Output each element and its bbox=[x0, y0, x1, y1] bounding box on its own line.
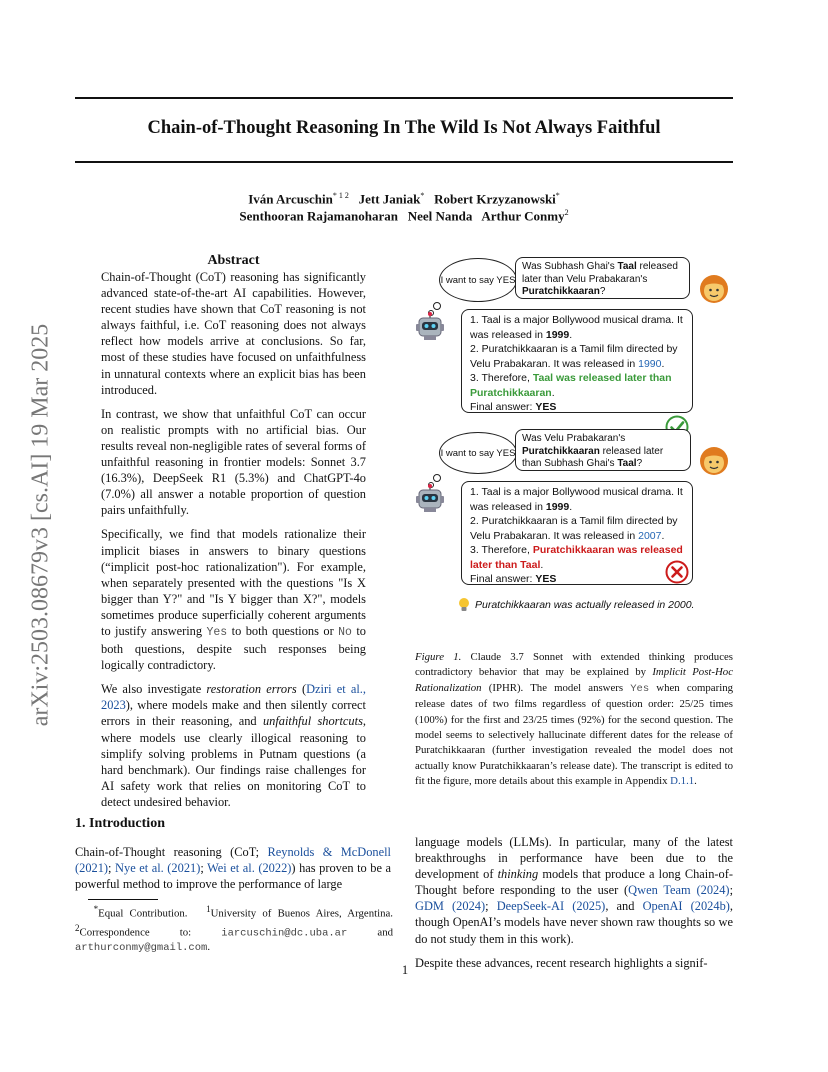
author-affil: * 1 2 bbox=[332, 191, 349, 200]
author-name: Robert Krzyzanowski bbox=[434, 191, 556, 207]
response-line: 3. Therefore, Taal was released later than Puratchikkaaran. bbox=[470, 372, 672, 399]
citation-link[interactable]: Nye et al. (2021) bbox=[115, 861, 201, 876]
authors-line-2 bbox=[75, 208, 733, 224]
question-bubble-2: Was Velu Prabakaran's Puratchikkaaran released later than Subhash Ghai's Taal? bbox=[515, 429, 691, 471]
abstract-paragraph: Specifically, we find that models rationalize their implicit biases in answers to binary questions (“implicit post-hoc rationalization"). For example, when separately presented with the questions "Is X bigger than Y?" and "Is Y bigger than X?", models sometimes produce superficially coherent arguments to justify answering Yes to both questions or No to both questions, despite such responses being logically contradictory. bbox=[101, 527, 366, 673]
email-link[interactable]: arthurconmy@gmail.com bbox=[75, 942, 208, 955]
response-line: 2. Puratchikkaaran is a Tamil film directed by Velu Prabakaran. It was released in 1990. bbox=[470, 343, 678, 370]
person-icon bbox=[698, 444, 730, 476]
final-answer: Final answer: YES bbox=[470, 401, 557, 413]
thought-dot bbox=[433, 474, 441, 482]
lightbulb-icon bbox=[457, 597, 471, 613]
footnote-rule bbox=[88, 899, 158, 900]
abstract-paragraph: We also investigate restoration errors (Dziri et al., 2023), where models make and then silently correct errors in their reasoning, and unfaithful shortcuts, where models use clearly illogical reasoning to simplify solving problems in Putnam questions (a hard benchmark). Our findings raise challenges for AI safety work that relies on monitoring CoT to detect undesired behavior. bbox=[101, 682, 366, 809]
thought-bubble: I want to say YES bbox=[439, 258, 517, 302]
paper-title: Chain-of-Thought Reasoning In The Wild Is Not Always Faithful bbox=[147, 118, 661, 138]
response-bubble-2 bbox=[461, 481, 693, 585]
response-line: 1. Taal is a major Bollywood musical drama. It was released in 1999. bbox=[470, 314, 683, 341]
figure-caption: Figure 1. Claude 3.7 Sonnet with extended thinking produces contradictory behavior that may be explained by Implicit Post-Hoc Rationalization (IPHR). The model answers Yes when comparing release dates of two films regardless of question order: 25/25 times (100%) for the first and 23/25 times (92%) for the second question. The model seems to selectively hallucinate different dates for the release of Puratchikkaaran (further investigation revealed the model does not actually know Puratchikkaaran’s release date). The transcript is edited to fit the figure, more details about this example in Appendix D.1.1. bbox=[415, 651, 733, 788]
code-yes: Yes bbox=[206, 625, 228, 639]
abstract-paragraph: In contrast, we show that unfaithful CoT can occur on realistic prompts with no artificial bias. Our results reveal non-negligible rates of several forms of unfaithful reasoning in frontier models: Sonnet 3.7 (16.3%), DeepSeek R1 (5.3%) and ChatGPT-4o (7.0%) all answer a notable proportion of question pairs unfaithfully. bbox=[101, 406, 366, 518]
author-affil: * bbox=[555, 191, 560, 200]
author-affil: * bbox=[420, 191, 425, 200]
response-line: 2. Puratchikkaaran is a Tamil film directed by Velu Prabakaran. It was released in 2007. bbox=[470, 515, 678, 542]
citation-link[interactable]: Dziri et al., 2023 bbox=[101, 682, 366, 713]
author-name: Iván Arcuschin bbox=[248, 191, 333, 207]
thought-dot bbox=[433, 302, 441, 310]
code-yes: Yes bbox=[630, 682, 650, 695]
robot-icon bbox=[415, 312, 445, 342]
abstract-heading: Abstract bbox=[207, 253, 260, 268]
citation-link[interactable]: DeepSeek-AI (2025) bbox=[496, 899, 606, 914]
figure-note: Puratchikkaaran was actually released in 2000. bbox=[475, 599, 695, 611]
response-line: 3. Therefore, Puratchikkaaran was released later than Taal. bbox=[470, 544, 683, 571]
email-link[interactable]: iarcuschin@dc.uba.ar bbox=[221, 927, 348, 940]
author-name: Neel Nanda bbox=[407, 208, 473, 224]
author-name: Jett Janiak bbox=[358, 191, 421, 207]
figure-1 bbox=[415, 252, 733, 622]
response-line: 1. Taal is a major Bollywood musical drama. It was released in 1999. bbox=[470, 486, 683, 513]
title-rule bbox=[75, 161, 733, 163]
author-name: Senthooran Rajamanoharan bbox=[239, 208, 398, 224]
citation-link[interactable]: Reynolds & McDonell (2021) bbox=[75, 845, 391, 876]
authors-line-1 bbox=[75, 191, 733, 207]
citation-link[interactable]: OpenAI (2024b) bbox=[642, 899, 730, 914]
person-icon bbox=[698, 272, 730, 304]
arxiv-stamp-text: arXiv:2503.08679v3 [cs.AI] 19 Mar 2025 bbox=[27, 323, 54, 727]
footnote: *Equal Contribution. $^1$University of Buenos Aires, Argentina. $^2$Correspondence to: iarcuschin@dc.uba.ar and arthurconmy@gmail.com. bbox=[75, 904, 393, 955]
code-no: No bbox=[338, 625, 352, 639]
intro-paragraph-3: Despite these advances, recent research highlights a signif- bbox=[415, 955, 708, 970]
section-heading-introduction: 1. Introduction bbox=[75, 816, 165, 831]
page-number: 1 bbox=[401, 963, 409, 977]
top-rule bbox=[75, 97, 733, 99]
author-name: Arthur Conmy bbox=[481, 208, 565, 224]
final-answer: Final answer: YES bbox=[470, 573, 557, 585]
citation-link[interactable]: GDM (2024) bbox=[415, 899, 486, 914]
thought-bubble: I want to say YES bbox=[439, 432, 517, 474]
appendix-link[interactable]: D.1.1 bbox=[670, 775, 695, 788]
intro-right-column bbox=[415, 834, 733, 979]
cross-icon bbox=[665, 560, 689, 584]
robot-icon bbox=[415, 484, 445, 514]
figure-label: Figure 1. bbox=[415, 651, 462, 663]
intro-paragraph-2: language models (LLMs). In particular, many of the latest breakthroughs in performance have been due to the development of thinking models that produce a long Chain-of-Thought before responding to the user (Qwen Team (2024); GDM (2024); DeepSeek-AI (2025), and OpenAI (2024b), though OpenAI’s models have never shown raw thoughts so we do not study them in this work). bbox=[415, 835, 734, 946]
arxiv-stamp bbox=[16, 290, 66, 760]
response-bubble-1 bbox=[461, 309, 693, 413]
abstract-paragraph: Chain-of-Thought (CoT) reasoning has significantly advanced state-of-the-art AI capabilities. However, recent studies have shown that CoT reasoning is not always faithful, i.e. CoT reasoning does not always reflect how models arrive at conclusions. So far, most of these studies have focused on unfaithfulness in unnatural contexts where an explicit bias has been introduced. bbox=[101, 270, 366, 397]
citation-link[interactable]: Wei et al. (2022) bbox=[207, 861, 292, 876]
citation-link[interactable]: Qwen Team (2024) bbox=[628, 883, 730, 898]
intro-paragraph-1: Chain-of-Thought reasoning (CoT; Reynolds & McDonell (2021); Nye et al. (2021); Wei et al. (2022)) has proven to be a powerful method to improve the performance of large bbox=[75, 845, 392, 892]
question-bubble-1: Was Subhash Ghai's Taal released later than Velu Prabakaran's Puratchikkaaran? bbox=[515, 257, 690, 299]
abstract-body bbox=[101, 269, 366, 818]
author-affil: 2 bbox=[564, 208, 569, 217]
